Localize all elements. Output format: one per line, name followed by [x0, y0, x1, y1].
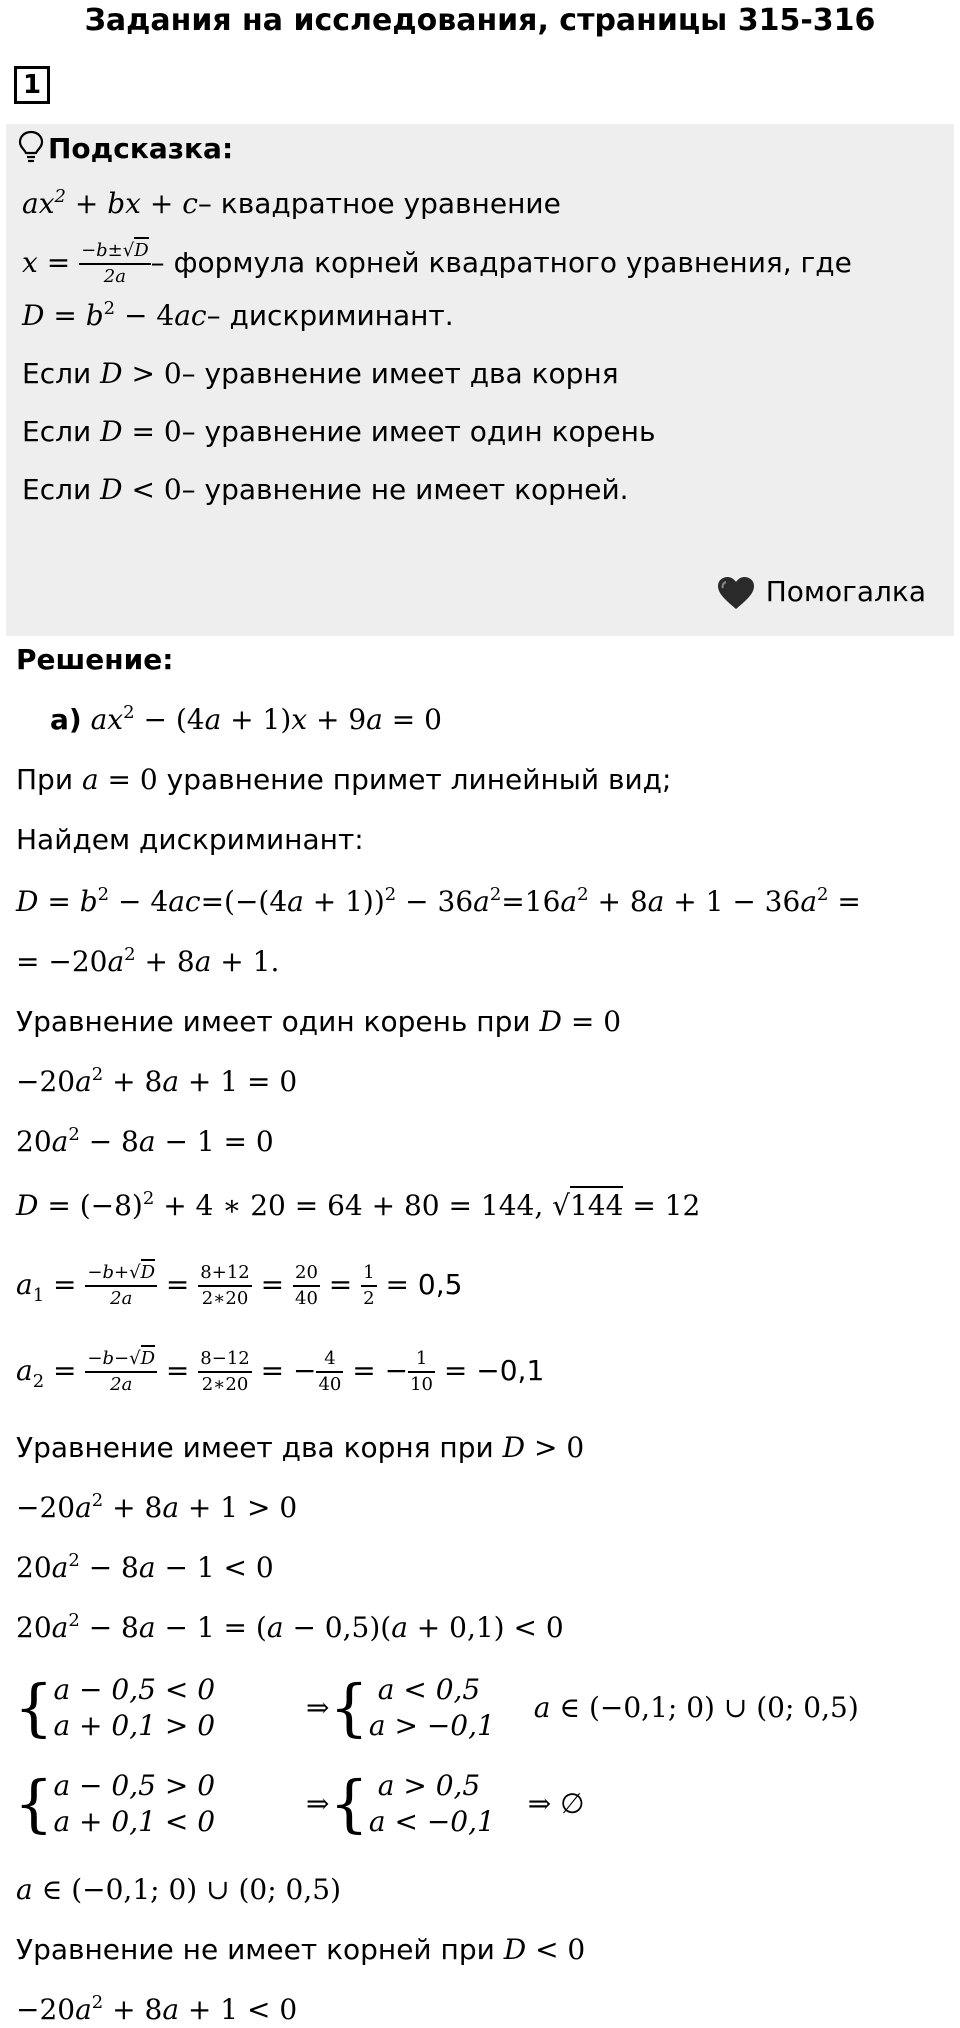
- ineq-no-roots: $-20a^2 + 8a + 1 < 0$: [16, 1992, 298, 2026]
- ineq-factored: $20a^2 - 8a - 1 = (a - 0,5)(a + 0,1) < 0$: [16, 1610, 564, 1644]
- brand-logo: Помогалка: [716, 574, 926, 611]
- no-roots-condition: Уравнение не имеет корней при D < 0: [16, 1933, 586, 1966]
- solution-heading: Решение:: [16, 643, 174, 676]
- ineq-1: $-20a^2 + 8a + 1 > 0$: [16, 1490, 298, 1524]
- two-roots-condition: Уравнение имеет два корня при D > 0: [16, 1431, 585, 1464]
- hint-case-zero: Если D = 0– уравнение имеет один корень: [22, 415, 656, 448]
- hint-heading: Подсказка:: [48, 132, 234, 165]
- roots-formula-fraction: $\frac{-b\pm√D}{2a}$: [79, 240, 151, 288]
- root-a1: $a_1$ = $\frac{-b+√D}{2a}$ = $\frac{8+12}{2∗20}$ = $\frac{20}{40}$ = $\frac{1}{2}$ = 0,5: [16, 1262, 462, 1310]
- hint-formula-line: x = $\frac{-b\pm√D}{2a}$ – формула корней квадратного уравнения, где: [22, 240, 852, 288]
- hint-case-positive: Если D > 0– уравнение имеет два корня: [22, 357, 619, 390]
- root-a2: $a_2$ = $\frac{-b-√D}{2a}$ = $\frac{8-12}{2∗20}$ = − $\frac{4}{40}$ = − $\frac{1}{10}$ = −0,1: [16, 1348, 544, 1396]
- heart-icon: [716, 575, 756, 611]
- discriminant-result: = $-20a^2 + 8a + 1$.: [16, 944, 280, 978]
- page-title: Задания на исследования, страницы 315-316: [84, 3, 876, 38]
- ineq-2: $20a^2 - 8a - 1 < 0$: [16, 1550, 274, 1584]
- one-root-condition: Уравнение имеет один корень при D = 0: [16, 1005, 622, 1038]
- find-discriminant: Найдем дискриминант:: [16, 823, 364, 856]
- hint-case-negative: Если D < 0– уравнение не имеет корней.: [22, 473, 629, 506]
- linear-note: При a = 0 уравнение примет линейный вид;: [16, 763, 672, 796]
- part-a-equation: а) $ax^2 - (4a + 1)x + 9a = 0$: [50, 702, 442, 736]
- discriminant-expansion: $D = b^2 - 4ac=(-(4a + 1))^2 - 36a^2=16a^2 + 8a + 1 - 36a^2$ =: [16, 884, 861, 918]
- hint-quadratic-line: $ax^2$ + bx + c– квадратное уравнение: [22, 186, 561, 220]
- task-number: 1: [14, 66, 50, 104]
- second-discriminant: $D = (-8)^2 + 4$ ∗ 20 = 64 + 80 = 144, √144 = 12: [16, 1188, 701, 1222]
- lightbulb-icon: [18, 130, 44, 164]
- hint-box: [6, 124, 954, 636]
- interval-answer: a ∈ (−0,1; 0) ∪ (0; 0,5): [16, 1873, 342, 1906]
- hint-heading-row: [18, 130, 233, 167]
- eq-zero-2: $20a^2 - 8a - 1 = 0$: [16, 1124, 274, 1158]
- system-1: {a − 0,5 < 0 a + 0,1 > 0 ⇒{ a < 0,5 a > −0,1 a ∈ (−0,1; 0) ∪ (0; 0,5): [14, 1671, 859, 1744]
- eq-zero-1: $-20a^2 + 8a + 1 = 0$: [16, 1064, 298, 1098]
- hint-discriminant-line: $D = b^2 - 4ac-$ дискриминант.: [22, 298, 454, 332]
- system-2: {a − 0,5 > 0 a + 0,1 < 0 ⇒{ a > 0,5 a < −0,1 ⇒ ∅: [14, 1767, 585, 1840]
